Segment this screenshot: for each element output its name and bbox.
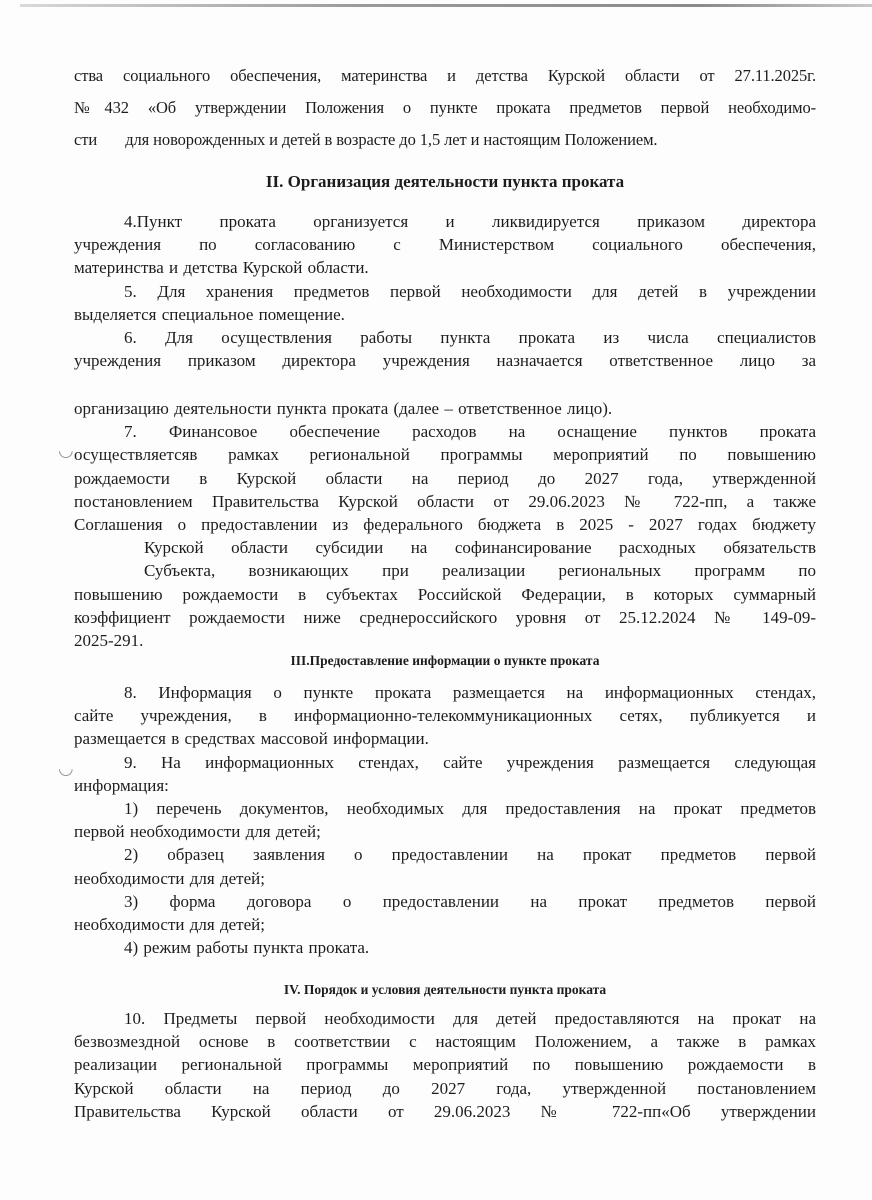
text-line: организацию деятельности пункта проката (далее – ответственное лицо). xyxy=(74,399,613,418)
text-line: коэффициент рождаемости ниже среднероссийского уровня от 25.12.2024 № 149-09- xyxy=(74,607,816,627)
text-line: постановлением Правительства Курской области от 29.06.2023 № 722-пп, а также xyxy=(74,491,816,511)
text-line: учреждения приказом директора учреждения назначается ответственное лицо за xyxy=(74,351,816,371)
text-line: материнства и детства Курской области. xyxy=(74,258,369,278)
text-line: 8. Информация о пункте проката размещается на информационных стендах, xyxy=(124,683,816,702)
text-line: повышению рождаемости в субъектах Российской Федерации, в которых суммарный xyxy=(74,584,816,604)
section-4-body xyxy=(74,1007,816,1123)
section-3-body xyxy=(74,681,816,959)
section-heading-3: III.Предоставление информации о пункте проката xyxy=(290,653,600,668)
text-line: Курской области на период до 2027 года, утвержденной постановлением xyxy=(74,1078,816,1098)
section-heading-4: IV. Порядок и условия деятельности пункта проката xyxy=(283,982,607,997)
section-2-body xyxy=(74,210,816,372)
text-line: сайте учреждения, в информационно-телекоммуникационных сетях, публикуется и xyxy=(74,706,816,726)
text-line: 2025-291. xyxy=(74,631,144,651)
text-line: Курской области субсидии на софинансирование расходных обязательств xyxy=(144,538,816,558)
list-item: 1) перечень документов, необходимых для предоставления на прокат предметов xyxy=(124,799,816,819)
text-line: 5. Для хранения предметов первой необходимости для детей в учреждении xyxy=(124,281,816,301)
scan-artifact: ◡ xyxy=(58,440,74,460)
text-line: 10. Предметы первой необходимости для детей предоставляются на прокат на xyxy=(124,1009,816,1028)
list-item: необходимости для детей; xyxy=(74,868,265,888)
text-line: ства социального обеспечения, материнства и детства Курской области от 27.11.2025г. xyxy=(74,66,816,85)
text-line: 6. Для осуществления работы пункта проката из числа специалистов xyxy=(124,328,816,348)
list-item: 3) форма договора о предоставлении на прокат предметов первой xyxy=(124,891,816,911)
text-line: сти для новорожденных и детей в возрасте до 1,5 лет и настоящим Положением. xyxy=(74,130,658,149)
list-item: первой необходимости для детей; xyxy=(74,822,321,842)
text-line: №432 «Об утверждении Положения о пункте проката предметов первой необходимо- xyxy=(74,98,816,117)
text-line: Соглашения о предоставлении из федерального бюджета в 2025 - 2027 годах бюджету xyxy=(74,515,816,535)
text-line: информация: xyxy=(74,775,169,795)
text-line: выделяется специальное помещение. xyxy=(74,304,345,324)
text-line: 7. Финансовое обеспечение расходов на оснащение пунктов проката xyxy=(124,422,816,442)
list-item: 2) образец заявления о предоставлении на прокат предметов первой xyxy=(124,845,816,865)
text-line: реализации региональной программы мероприятий по повышению рождаемости в xyxy=(74,1055,816,1075)
text-line: рождаемости в Курской области на период до 2027 года, утвержденной xyxy=(74,468,816,488)
text-line: осуществляетсяв рамках региональной программы мероприятий по повышению xyxy=(74,445,816,465)
text-line: безвозмездной основе в соответствии с настоящим Положением, а также в рамках xyxy=(74,1032,816,1052)
scan-artifact: ◡ xyxy=(58,758,74,778)
section-heading-2: II. Организация деятельности пункта проката xyxy=(265,172,625,191)
text-line: Правительства Курской области от 29.06.2023 № 722-пп«Об утверждении xyxy=(74,1101,816,1121)
list-item: 4) режим работы пункта проката. xyxy=(124,938,370,958)
text-line: размещается в средствах массовой информации. xyxy=(74,729,429,749)
intro-paragraph xyxy=(74,60,816,156)
text-line: 9. На информационных стендах, сайте учреждения размещается следующая xyxy=(124,752,816,772)
text-line: 4.Пункт проката организуется и ликвидируется приказом директора xyxy=(124,212,816,231)
list-item: необходимости для детей; xyxy=(74,915,265,935)
section-2-body-cont xyxy=(74,397,816,652)
text-line: учреждения по согласованию с Министерством социального обеспечения, xyxy=(74,235,816,255)
scan-edge-line xyxy=(20,4,872,7)
text-line: Субъекта, возникающих при реализации региональных программ по xyxy=(144,561,816,581)
